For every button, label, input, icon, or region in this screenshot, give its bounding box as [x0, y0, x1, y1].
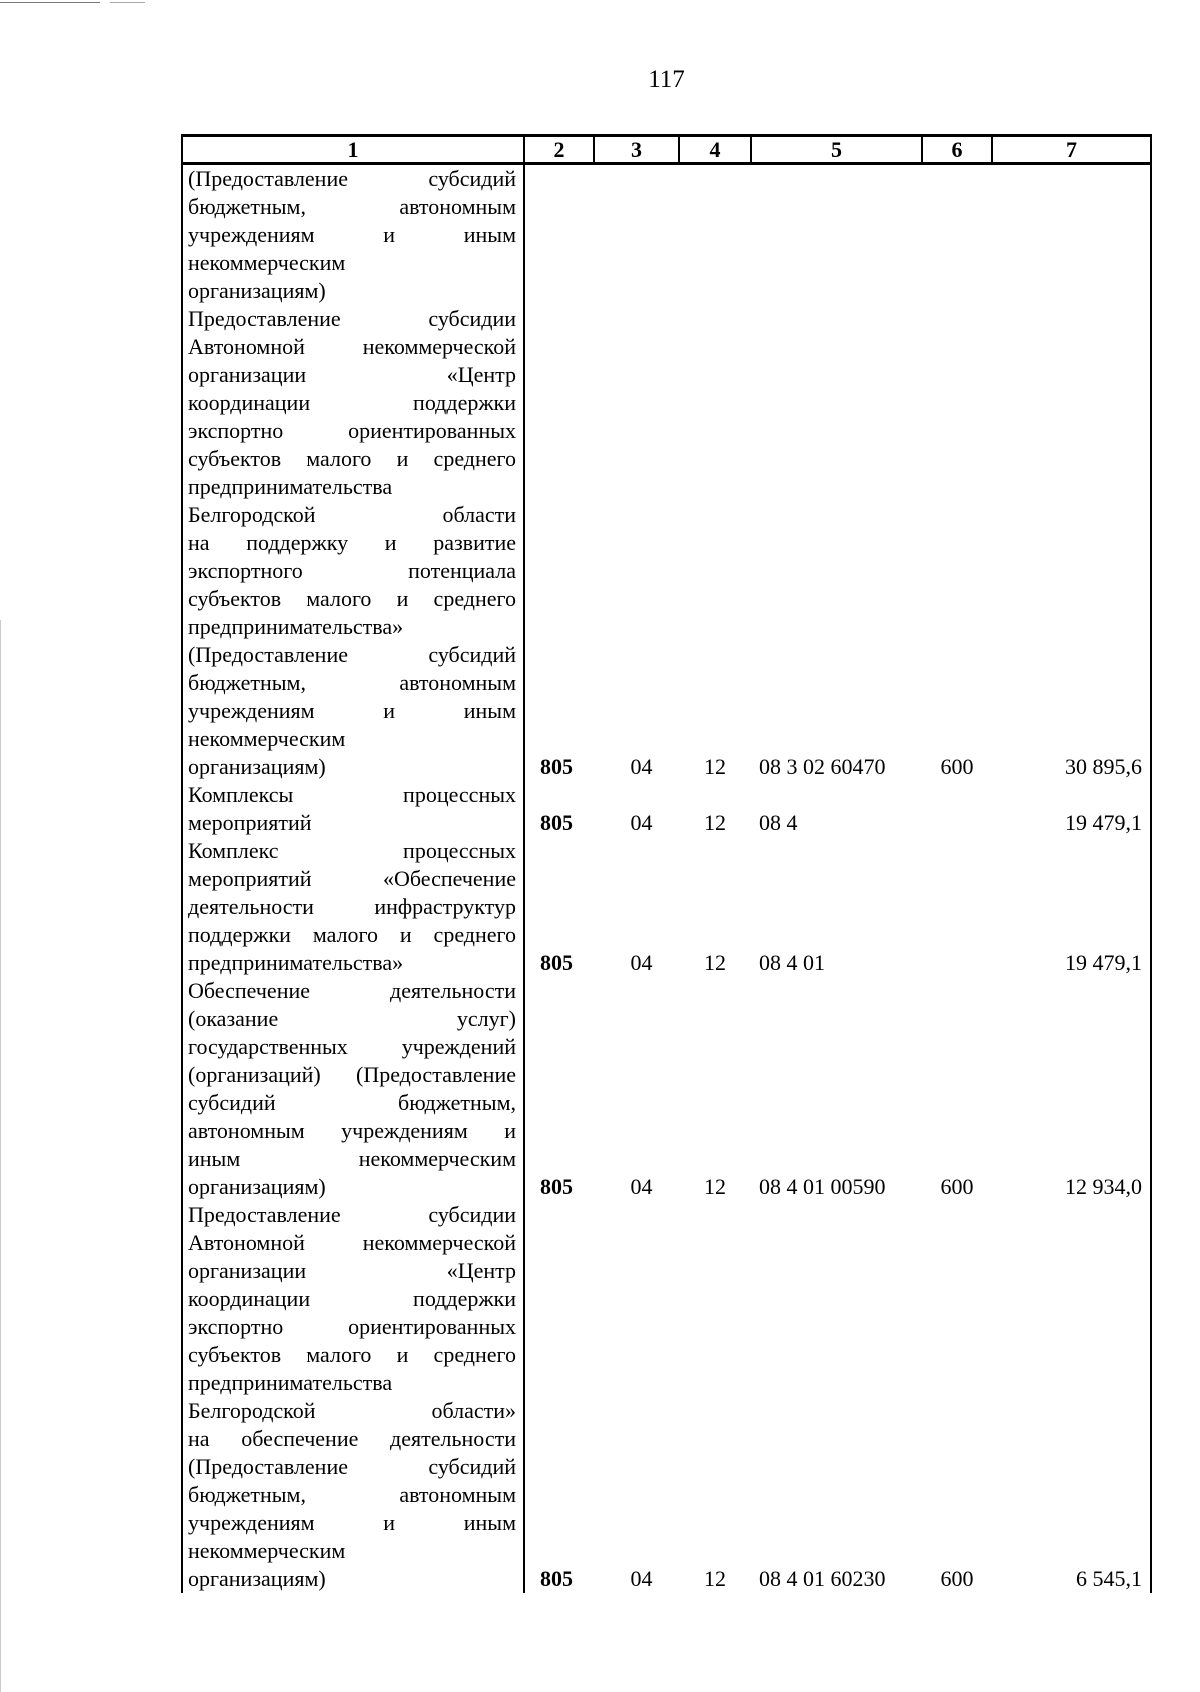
amount-cell: 19 479,1: [992, 781, 1151, 837]
description-line: (Предоставление субсидий: [188, 642, 516, 667]
description-line: предпринимательства»: [188, 614, 404, 639]
expense-type-code-cell: 600: [940, 1566, 974, 1591]
table-header: [182, 136, 1151, 164]
page-number: [0, 66, 1200, 94]
description-line: бюджетным, автономным: [188, 670, 516, 695]
subsection-code-cell: [679, 164, 751, 306]
row-description: [182, 305, 524, 781]
section-code-cell: [594, 164, 679, 306]
expense-type-code-cell: [922, 837, 992, 977]
description-line: субсидий бюджетным,: [188, 1090, 516, 1115]
description-line: Обеспечение деятельности: [188, 978, 516, 1003]
description-line: бюджетным, автономным: [188, 194, 516, 219]
subsection-code-cell: 12: [704, 754, 726, 779]
description-line: некоммерческим: [188, 1538, 346, 1563]
column-header-4: 4: [679, 136, 751, 164]
row-description: [182, 164, 524, 306]
ved-code-cell: 805: [540, 810, 573, 835]
scan-artifact-line: [0, 2, 100, 3]
column-header-3: 3: [594, 136, 679, 164]
description-line: Комплекс процессных: [188, 838, 516, 863]
description-line: предпринимательства: [188, 474, 393, 499]
description-line: иным некоммерческим: [188, 1146, 516, 1171]
row-description: [182, 1201, 524, 1593]
scan-artifact-line: [0, 620, 1, 1692]
expense-type-code-cell: [922, 781, 992, 837]
description-line: субъектов малого и среднего: [188, 586, 516, 611]
amount-cell: [992, 164, 1151, 306]
subsection-code-cell: 12: [704, 810, 726, 835]
section-code-cell: 04: [630, 810, 653, 835]
description-line: учреждениям и иным: [188, 698, 516, 723]
scan-artifact-line: [110, 2, 145, 3]
table-body: [182, 164, 1151, 1594]
description-line: Предоставление субсидии: [188, 306, 516, 331]
table-row: [182, 781, 1151, 837]
target-article-code-cell: 08 4: [759, 810, 798, 835]
table-row: [182, 164, 1151, 306]
ved-code-cell: [524, 164, 594, 306]
ved-code-cell: 805: [540, 950, 573, 975]
header-row: [182, 136, 1151, 164]
subsection-code-cell: 12: [704, 1566, 726, 1591]
subsection-code-cell: 12: [704, 950, 726, 975]
column-header-2: 2: [524, 136, 594, 164]
description-line: Комплексы процессных: [188, 782, 516, 807]
description-line: на обеспечение деятельности: [188, 1426, 516, 1451]
section-code-cell: 04: [630, 754, 653, 779]
target-article-code-cell: 08 4 01 60230: [759, 1566, 886, 1591]
description-line: Белгородской области: [188, 502, 516, 527]
row-description: [182, 977, 524, 1201]
page-number-text: 117: [648, 66, 685, 93]
amount-cell: 19 479,1: [992, 837, 1151, 977]
description-line: (Предоставление субсидий: [188, 1454, 516, 1479]
table-row: [182, 977, 1151, 1201]
row-description: [182, 781, 524, 837]
section-code-cell: 04: [630, 950, 653, 975]
target-article-code-cell: [751, 164, 922, 306]
description-line: координации поддержки: [188, 1286, 516, 1311]
expense-type-code-cell: 600: [940, 754, 974, 779]
description-line: организациям): [188, 1174, 326, 1199]
description-line: Белгородской области»: [188, 1398, 516, 1423]
ved-code-cell: 805: [540, 1566, 573, 1591]
description-line: экспортного потенциала: [188, 558, 516, 583]
description-line: Автономной некоммерческой: [188, 334, 516, 359]
description-line: (оказание услуг): [188, 1006, 516, 1031]
table-row: [182, 305, 1151, 781]
expense-type-code-cell: [922, 164, 992, 306]
section-code-cell: 04: [630, 1174, 653, 1199]
description-line: автономным учреждениям и: [188, 1118, 516, 1143]
budget-table: [181, 134, 1152, 1593]
amount-cell: 6 545,1: [992, 1201, 1151, 1593]
description-line: организациям): [188, 1566, 326, 1591]
column-header-7: 7: [992, 136, 1151, 164]
target-article-code-cell: 08 4 01 00590: [759, 1174, 886, 1199]
subsection-code-cell: 12: [704, 1174, 726, 1199]
description-line: организации «Центр: [188, 1258, 516, 1283]
description-line: некоммерческим: [188, 726, 346, 751]
description-line: поддержки малого и среднего: [188, 922, 516, 947]
section-code-cell: 04: [630, 1566, 653, 1591]
description-line: организации «Центр: [188, 362, 516, 387]
description-line: координации поддержки: [188, 390, 516, 415]
description-line: субъектов малого и среднего: [188, 446, 516, 471]
description-line: учреждениям и иным: [188, 1510, 516, 1535]
table-row: [182, 837, 1151, 977]
target-article-code-cell: 08 3 02 60470: [759, 754, 886, 779]
column-header-5: 5: [751, 136, 922, 164]
description-line: экспортно ориентированных: [188, 1314, 516, 1339]
description-line: (Предоставление субсидий: [188, 166, 516, 191]
description-line: организациям): [188, 278, 326, 303]
column-header-1: 1: [182, 136, 524, 164]
expense-type-code-cell: 600: [940, 1174, 974, 1199]
description-line: мероприятий «Обеспечение: [188, 866, 516, 891]
table-row: [182, 1201, 1151, 1593]
description-line: предпринимательства»: [188, 950, 404, 975]
amount-cell: 12 934,0: [992, 977, 1151, 1201]
description-line: на поддержку и развитие: [188, 530, 516, 555]
description-line: организациям): [188, 754, 326, 779]
description-line: деятельности инфраструктур: [188, 894, 516, 919]
description-line: предпринимательства: [188, 1370, 393, 1395]
description-line: государственных учреждений: [188, 1034, 516, 1059]
description-line: субъектов малого и среднего: [188, 1342, 516, 1367]
ved-code-cell: 805: [540, 1174, 573, 1199]
amount-cell: 30 895,6: [992, 305, 1151, 781]
description-line: Предоставление субсидии: [188, 1202, 516, 1227]
column-header-6: 6: [922, 136, 992, 164]
row-description: [182, 837, 524, 977]
description-line: бюджетным, автономным: [188, 1482, 516, 1507]
description-line: учреждениям и иным: [188, 222, 516, 247]
description-line: экспортно ориентированных: [188, 418, 516, 443]
target-article-code-cell: 08 4 01: [759, 950, 825, 975]
description-line: (организаций) (Предоставление: [188, 1062, 516, 1087]
description-line: Автономной некоммерческой: [188, 1230, 516, 1255]
description-line: некоммерческим: [188, 250, 346, 275]
description-line: мероприятий: [188, 810, 312, 835]
ved-code-cell: 805: [540, 754, 573, 779]
